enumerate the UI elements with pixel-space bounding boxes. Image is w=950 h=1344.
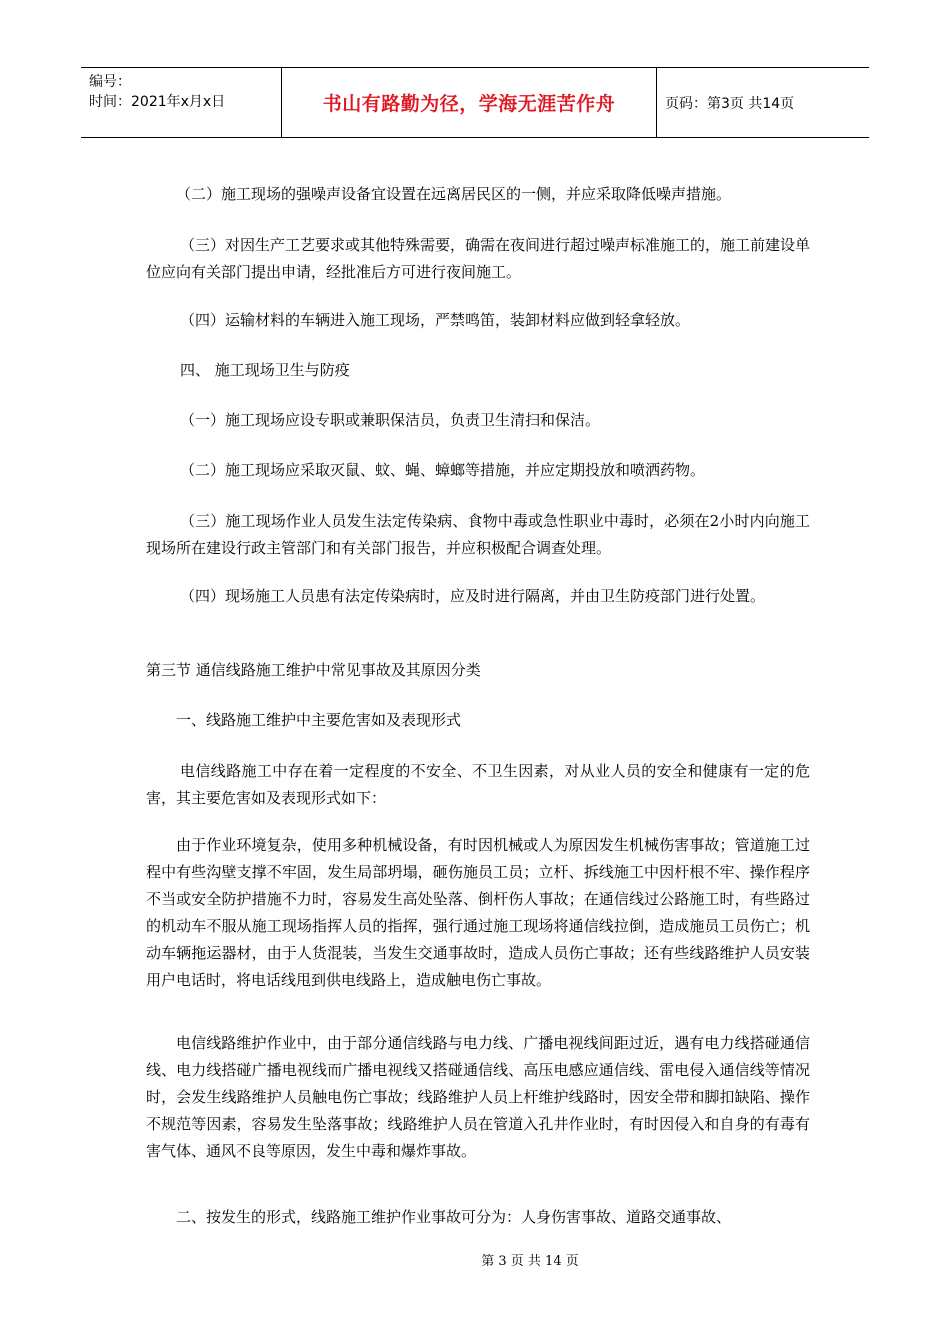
paragraph: （一）施工现场应设专职或兼职保洁员，负责卫生清扫和保洁。	[180, 411, 601, 429]
paragraph: （四）运输材料的车辆进入施工现场，严禁鸣笛，装卸材料应做到轻拿轻放。	[180, 311, 691, 329]
section-heading: 第三节 通信线路施工维护中常见事故及其原因分类	[146, 661, 481, 679]
paragraph: 二、按发生的形式，线路施工维护作业事故可分为：人身伤害事故、道路交通事故、	[176, 1208, 732, 1226]
number-label: 编号：	[89, 74, 131, 90]
paragraph: 由于作业环境复杂，使用多种机械设备，有时因机械或人为原因发生机械伤害事故；管道施工过程中有些沟壁支撑不牢固，发生局部坍塌，砸伤施员工员；立杆、拆线施工中因杆根不牢、操作程序不当或安全防护措施不力时，容易发生高处坠落、倒杆伤人事故；在通信线过公路施工时，有些路过的机动车不服从施工现场指挥人员的指挥，强行通过施工现场将通信线拉倒，造成施员工员伤亡；机动车辆拖运器材，由于人货混装，当发生交通事故时，造成人员伤亡事故；还有些线路维护人员安装用户电话时，将电话线甩到供电线路上，造成触电伤亡事故。	[146, 836, 810, 989]
header-page-info: 页码：第3页 共14页	[665, 95, 795, 112]
page-footer: 第 3 页 共 14 页	[481, 1254, 579, 1269]
paragraph: （四）现场施工人员患有法定传染病时，应及时进行隔离，并由卫生防疫部门进行处置。	[180, 587, 766, 605]
header-meta	[89, 72, 279, 112]
section-heading: 一、线路施工维护中主要危害如及表现形式	[176, 711, 462, 729]
paragraph: 电信线路施工中存在着一定程度的不安全、不卫生因素，对从业人员的安全和健康有一定的危害，其主要危害如及表现形式如下：	[146, 762, 810, 807]
paragraph: （三）施工现场作业人员发生法定传染病、食物中毒或急性职业中毒时，必须在2小时内向施工现场所在建设行政主管部门和有关部门报告，并应积极配合调查处理。	[146, 512, 810, 557]
paragraph: （二）施工现场的强噪声设备宜设置在远离居民区的一侧，并应采取降低噪声措施。	[176, 185, 732, 203]
header-divider	[656, 68, 657, 137]
header-table	[81, 67, 869, 138]
time-label: 时间：2021年x月x日	[89, 94, 226, 110]
header-motto: 书山有路勤为径，学海无涯苦作舟	[322, 93, 616, 115]
paragraph: （三）对因生产工艺要求或其他特殊需要，确需在夜间进行超过噪声标准施工的，施工前建设单位应向有关部门提出申请，经批准后方可进行夜间施工。	[146, 236, 811, 281]
paragraph: （二）施工现场应采取灭鼠、蚊、蝇、蟑螂等措施，并应定期投放和喷洒药物。	[180, 461, 706, 479]
section-heading: 四、 施工现场卫生与防疫	[180, 361, 350, 379]
paragraph: 电信线路维护作业中，由于部分通信线路与电力线、广播电视线间距过近，遇有电力线搭碰通信线、电力线搭碰广播电视线而广播电视线又搭碰通信线、高压电感应通信线、雷电侵入通信线等情况时，会发生线路维护人员触电伤亡事故；线路维护人员上杆维护线路时，因安全带和脚扣缺陷、操作不规范等因素，容易发生坠落事故；线路维护人员在管道入孔井作业时，有时因侵入和自身的有毒有害气体、通风不良等原因，发生中毒和爆炸事故。	[146, 1034, 810, 1160]
